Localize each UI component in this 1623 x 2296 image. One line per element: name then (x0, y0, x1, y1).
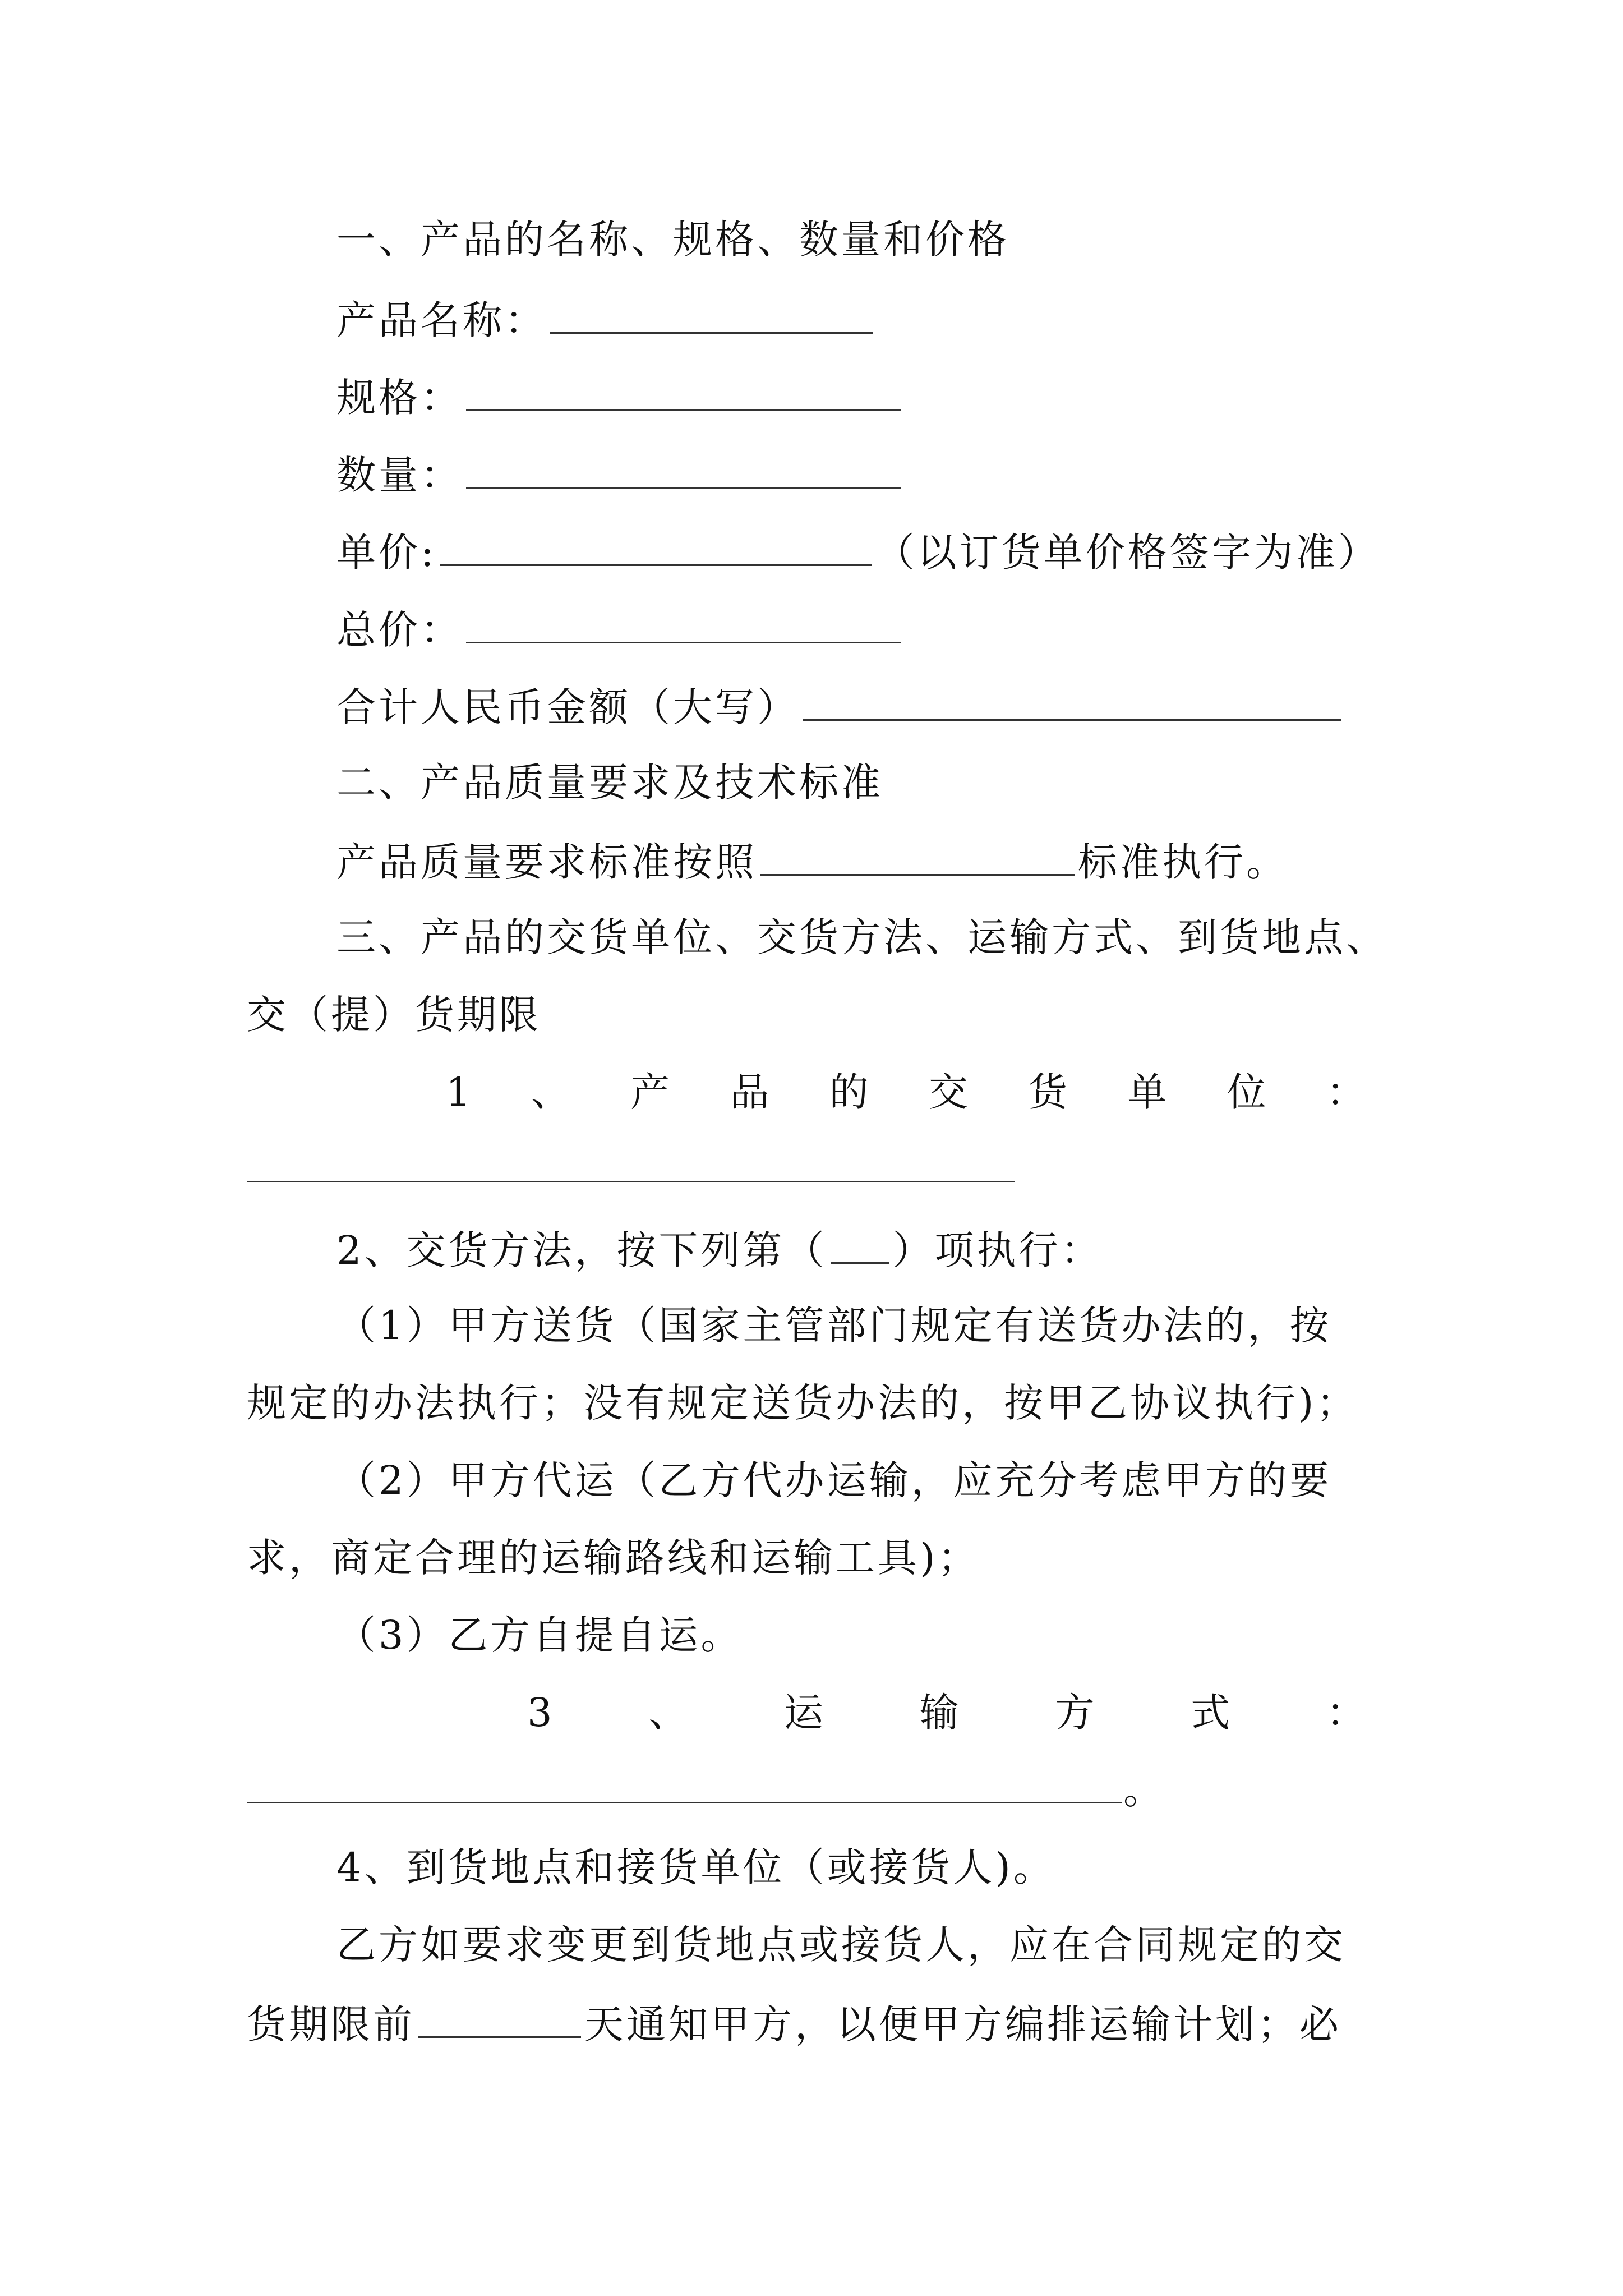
item-1-char: ： (1326, 1069, 1366, 1115)
unit-price-blank[interactable] (440, 525, 872, 566)
item-3-char: 、 (648, 1690, 688, 1736)
quality-standard-after: 标准执行。 (1078, 839, 1288, 885)
item-2-after: ）项执行： (892, 1227, 1103, 1273)
item-3-end-mark: 。 (1123, 1767, 1163, 1813)
option-1-line1: （1）甲方送货（国家主管部门规定有送货办法的，按 (336, 1303, 1332, 1349)
product-name-label: 产品名称： (336, 297, 547, 343)
change-notice-after: 天通知甲方，以便甲方编排运输计划；必 (584, 2001, 1341, 2047)
option-1-line2: 规定的办法执行；没有规定送货办法的，按甲乙协议执行)； (247, 1380, 1359, 1426)
item-3-transport-method-blank[interactable] (247, 1802, 1122, 1803)
notice-days-blank[interactable] (418, 1997, 581, 2038)
item-3-char: ： (1326, 1690, 1366, 1736)
option-2-line1: （2）甲方代运（乙方代办运输，应充分考虑甲方的要 (336, 1457, 1332, 1503)
item-1-char: 位 (1227, 1069, 1266, 1115)
item-1-char: 品 (730, 1069, 769, 1115)
quantity-label: 数量： (336, 452, 463, 498)
section-1-heading: 一、产品的名称、规格、数量和价格 (336, 217, 1009, 263)
section-3-heading-line1: 三、产品的交货单位、交货方法、运输方式、到货地点、 (336, 914, 1388, 960)
item-3-char: 运 (784, 1690, 824, 1736)
item-2-delivery-method (336, 1223, 1103, 1276)
item-4-destination: 4、到货地点和接货单位（或接货人)。 (336, 1844, 1055, 1890)
spec-label: 规格： (336, 375, 463, 421)
product-name-row (336, 293, 876, 346)
item-1-char: 、 (531, 1069, 570, 1115)
quality-standard-blank[interactable] (760, 835, 1075, 876)
quantity-row (336, 448, 904, 500)
item-1-char: 1 (446, 1069, 471, 1115)
total-price-label: 总价： (336, 607, 463, 653)
change-notice-line1: 乙方如要求变更到货地点或接货人，应在合同规定的交 (336, 1922, 1346, 1968)
item-1-char: 单 (1127, 1069, 1167, 1115)
spec-row (336, 370, 904, 423)
quality-standard-row (336, 835, 1288, 887)
item-1-delivery-unit-blank[interactable] (247, 1181, 1015, 1182)
item-3-char: 输 (919, 1690, 959, 1736)
section-3-heading-line2: 交（提）货期限 (247, 992, 541, 1038)
item-1-char: 交 (928, 1069, 968, 1115)
quality-standard-before: 产品质量要求标准按照 (336, 839, 757, 885)
unit-price-note: （以订货单价格签字为准） (875, 530, 1380, 576)
product-name-blank[interactable] (550, 293, 873, 334)
unit-price-label: 单价: (336, 530, 437, 576)
item-3-transport-method (527, 1687, 1366, 1738)
item-1-delivery-unit (446, 1067, 1366, 1117)
section-2-heading: 二、产品质量要求及技术标准 (336, 760, 883, 806)
change-notice-before: 货期限前 (247, 2001, 415, 2047)
quantity-blank[interactable] (466, 448, 901, 489)
option-3: （3）乙方自提自运。 (336, 1612, 743, 1658)
spec-blank[interactable] (466, 370, 901, 411)
rmb-amount-label: 合计人民币金额（大写） (336, 684, 799, 730)
rmb-amount-row (336, 680, 1344, 733)
item-1-char: 产 (630, 1069, 670, 1115)
total-price-blank[interactable] (466, 602, 901, 643)
item-1-char: 货 (1028, 1069, 1068, 1115)
option-2-line2: 求，商定合理的运输路线和运输工具)； (247, 1535, 980, 1581)
item-3-char: 3 (527, 1690, 552, 1736)
item-1-char: 的 (829, 1069, 869, 1115)
item-2-before: 2、交货方法，按下列第（ (336, 1227, 827, 1273)
total-price-row (336, 602, 904, 655)
rmb-amount-blank[interactable] (803, 680, 1341, 721)
unit-price-row (336, 525, 1380, 578)
item-3-char: 式 (1191, 1690, 1230, 1736)
item-3-char: 方 (1055, 1690, 1095, 1736)
item-2-option-blank[interactable] (831, 1223, 889, 1264)
change-notice-line2 (247, 1997, 1341, 2050)
